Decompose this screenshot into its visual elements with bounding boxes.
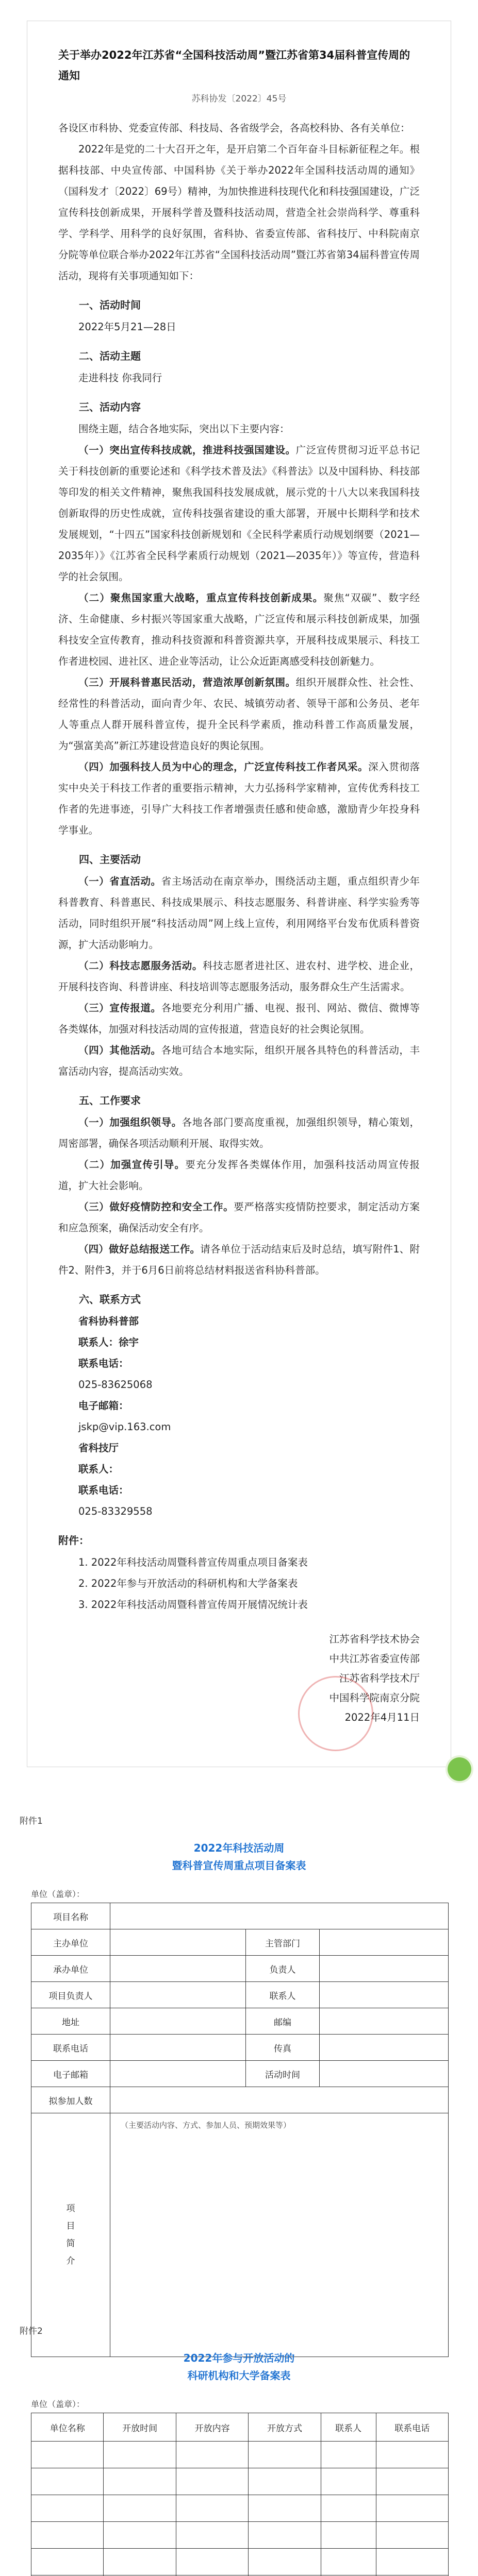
activity-item	[58, 955, 420, 997]
field-label: 活动时间	[246, 2061, 320, 2087]
table-cell[interactable]	[249, 2495, 321, 2522]
table-row	[31, 1929, 449, 1956]
table-cell[interactable]	[376, 2495, 448, 2522]
content-item-body: 组织开展群众性、社会性、经常性的科普活动，面向青少年、农民、城镇劳动者、领导干部和公务员、老年人等重点人群开展科普宣传，提升全民科学素质，推动科普工作高质量发展，为“强富美高”新江苏建设营造良好的舆论氛围。	[58, 676, 420, 752]
section-3-heading: 三、活动内容	[79, 401, 141, 413]
label-char: 介	[66, 2256, 75, 2266]
field-label: 项目负责人	[31, 1982, 110, 2008]
section-5-items	[58, 1112, 420, 1281]
table-cell[interactable]	[176, 2495, 248, 2522]
requirement-item-heading: （一）加强组织领导。	[78, 1116, 182, 1128]
field-value[interactable]	[110, 1956, 246, 1982]
attachment-2-label: 附件2	[20, 2326, 43, 2336]
project-intro-label	[31, 2113, 110, 2357]
field-label: 电子邮箱	[31, 2061, 110, 2087]
field-label: 主办单位	[31, 1929, 110, 1956]
field-label: 拟参加人数	[31, 2087, 110, 2113]
salutation: 各设区市科协、党委宣传部、科技局、各省级学会，各高校科协、各有关单位：	[58, 122, 410, 134]
requirement-item	[58, 1239, 420, 1281]
field-label: 联系人	[246, 1982, 320, 2008]
contact-line: 联系人：	[78, 1463, 119, 1475]
activity-item-heading: （三）宣传报道。	[78, 1002, 161, 1014]
table-cell[interactable]	[176, 2442, 248, 2468]
field-value[interactable]	[320, 2008, 449, 2035]
label-char: 项	[66, 2204, 75, 2214]
attachment-2-section	[0, 2324, 478, 2576]
column-header: 单位名称	[31, 2413, 104, 2442]
field-value[interactable]	[110, 2035, 246, 2061]
field-value[interactable]	[110, 1982, 246, 2008]
field-value[interactable]	[320, 1956, 449, 1982]
table-cell[interactable]	[104, 2468, 176, 2495]
requirement-item	[58, 1154, 420, 1196]
activity-item-heading: （一）省直活动。	[78, 875, 161, 887]
table-cell[interactable]	[249, 2549, 321, 2575]
field-label: 项目名称	[31, 1903, 110, 1929]
attachment-item: 2. 2022年参与开放活动的科研机构和大学备案表	[78, 1578, 298, 1589]
section-3-intro: 围绕主题，结合各地实际，突出以下主要内容：	[78, 423, 290, 435]
table-cell[interactable]	[376, 2549, 448, 2575]
section-1-heading: 一、活动时间	[79, 299, 141, 311]
attachment-1-label: 附件1	[20, 1816, 43, 1826]
content-item-heading: （二）聚焦国家重大战略，重点宣传科技创新成果。	[78, 592, 324, 604]
table-row	[31, 2468, 449, 2495]
table-cell[interactable]	[31, 2522, 104, 2549]
activity-item	[58, 871, 420, 955]
contact-line: 025-83329558	[78, 1505, 153, 1517]
section-1-body: 2022年5月21—28日	[78, 321, 176, 333]
table-row	[31, 2087, 449, 2113]
table-cell[interactable]	[376, 2522, 448, 2549]
activity-item-body: 各地要充分利用广播、电视、报刊、网站、微信、微博等各类媒体，加强对科技活动周的宣传报道，营造良好的社会舆论氛围。	[58, 1002, 420, 1035]
column-header: 开放时间	[104, 2413, 176, 2442]
attachment-item: 3. 2022年科技活动周暨科普宣传周开展情况统计表	[78, 1599, 308, 1611]
project-intro-field[interactable]	[110, 2113, 449, 2357]
requirement-item-body: 要充分发挥各类媒体作用，加强科技活动周宣传报道，扩大社会影响。	[58, 1159, 420, 1192]
table-cell[interactable]	[321, 2495, 376, 2522]
field-value[interactable]	[320, 2035, 449, 2061]
table-cell[interactable]	[321, 2522, 376, 2549]
attachment-list	[58, 1552, 420, 1615]
field-value[interactable]	[110, 1929, 246, 1956]
table-cell[interactable]	[376, 2468, 448, 2495]
field-value[interactable]	[320, 2061, 449, 2087]
content-item	[58, 587, 420, 672]
table-cell[interactable]	[249, 2442, 321, 2468]
activity-item-body: 科技志愿者进社区、进农村、进学校、进企业，开展科技咨询、科普讲座、科技培训等志愿服务活动，服务群众生产生活需求。	[58, 960, 420, 993]
field-label: 邮编	[246, 2008, 320, 2035]
table-row	[31, 2495, 449, 2522]
signer-name: 中国科学院南京分院	[329, 1692, 420, 1704]
table-cell[interactable]	[176, 2549, 248, 2575]
section-2-heading: 二、活动主题	[79, 350, 141, 362]
doc-number: 苏科协发〔2022〕45号	[191, 94, 287, 104]
requirement-item	[58, 1112, 420, 1154]
content-item-heading: （三）开展科普惠民活动，营造浓厚创新氛围。	[78, 676, 296, 688]
signer-name: 江苏省科学技术厅	[339, 1672, 420, 1684]
table-row	[31, 1982, 449, 2008]
field-label: 负责人	[246, 1956, 320, 1982]
field-value[interactable]	[110, 2061, 246, 2087]
table-cell[interactable]	[176, 2468, 248, 2495]
content-item-heading: （一）突出宣传科技成就，推进科技强国建设。	[78, 444, 296, 456]
attachment-1-title-line1: 2022年科技活动周	[193, 1842, 285, 1854]
project-intro-hint: （主要活动内容、方式、参加人员、预期效果等）	[121, 2121, 291, 2130]
column-header: 联系电话	[376, 2413, 448, 2442]
notice-date: 2022年4月11日	[344, 1711, 420, 1723]
section-6-heading: 六、联系方式	[79, 1293, 141, 1306]
column-header: 联系人	[321, 2413, 376, 2442]
notice-title: 关于举办2022年江苏省“全国科技活动周”暨江苏省第34届科普宣传周的通知	[58, 49, 410, 82]
activity-item	[58, 1040, 420, 1082]
table-cell[interactable]	[31, 2442, 104, 2468]
column-header: 开放方式	[249, 2413, 321, 2442]
field-value[interactable]	[110, 2008, 246, 2035]
section-4-items	[58, 871, 420, 1082]
table-cell[interactable]	[321, 2442, 376, 2468]
activity-item-heading: （二）科技志愿服务活动。	[78, 960, 203, 972]
attachment-1-table	[31, 1903, 449, 2357]
requirement-item-heading: （二）加强宣传引导。	[78, 1159, 186, 1171]
table-row	[31, 2008, 449, 2035]
attachments-heading: 附件：	[58, 1534, 89, 1547]
table-cell[interactable]	[31, 2549, 104, 2575]
content-item-body: 深入贯彻落实中央关于科技工作者的重要指示精神，大力弘扬科学家精神，宣传优秀科技工作者的先进事迹，引导广大科技工作者增强责任感和使命感，激励青少年投身科学事业。	[58, 761, 420, 836]
requirement-item-heading: （三）做好疫情防控和安全工作。	[78, 1201, 234, 1213]
section-2-body: 走进科技 你我同行	[78, 372, 162, 384]
activity-item-body: 各地可结合本地实际，组织开展各具特色的科普活动，丰富活动内容，提高活动实效。	[58, 1044, 420, 1077]
attachment-1-section	[0, 1814, 478, 2357]
official-seal	[298, 1676, 373, 1751]
attachment-2-title-line1: 2022年参与开放活动的	[183, 2352, 295, 2364]
content-item-body: 聚焦“双碳”、数字经济、生命健康、乡村振兴等国家重大战略，广泛宣传和展示科技创新成果，加强科技安全宣传教育，推动科技资源和科普资源共享，开展科技成果展示、科技工作者进校园、进社区、进企业等活动，让公众近距离感受科技创新魅力。	[58, 592, 420, 667]
table-cell[interactable]	[31, 2495, 104, 2522]
attachment-1-unit: 单位（盖章）：	[31, 1889, 85, 1899]
field-value[interactable]	[110, 2087, 449, 2113]
attachment-1-title-line2: 暨科普宣传周重点项目备案表	[172, 1859, 306, 1872]
requirement-item	[58, 1196, 420, 1239]
attachment-item: 1. 2022年科技活动周暨科普宣传周重点项目备案表	[78, 1556, 308, 1568]
contact-line: 电子邮箱：	[78, 1400, 129, 1412]
contact-line: jskp@vip.163.com	[78, 1421, 171, 1433]
table-row	[31, 2061, 449, 2087]
attachment-2-table	[31, 2413, 449, 2576]
field-label: 地址	[31, 2008, 110, 2035]
label-char: 简	[66, 2239, 75, 2249]
field-value[interactable]	[320, 1982, 449, 2008]
table-cell[interactable]	[104, 2442, 176, 2468]
table-cell[interactable]	[104, 2549, 176, 2575]
table-row	[31, 2442, 449, 2468]
field-label: 传真	[246, 2035, 320, 2061]
table-row	[31, 2035, 449, 2061]
table-cell[interactable]	[31, 2468, 104, 2495]
field-label: 联系电话	[31, 2035, 110, 2061]
table-cell[interactable]	[104, 2522, 176, 2549]
section-4-heading: 四、主要活动	[79, 853, 141, 866]
table-cell[interactable]	[176, 2522, 248, 2549]
contact-line: 省科协科普部	[78, 1315, 139, 1327]
requirement-item-heading: （四）做好总结报送工作。	[78, 1243, 201, 1255]
table-cell[interactable]	[104, 2495, 176, 2522]
attachment-2-unit: 单位（盖章）：	[31, 2399, 85, 2409]
table-cell[interactable]	[321, 2468, 376, 2495]
field-value[interactable]	[110, 1903, 449, 1929]
back-to-top-icon[interactable]	[448, 1757, 471, 1781]
intro-paragraph: 2022年是党的二十大召开之年，是开启第二个百年奋斗目标新征程之年。根据科技部、中央宣传部、中国科协《关于举办2022年全国科技活动周的通知》（国科发才〔2022〕69号）精神，为加快推进科技现代化和科技强国建设，广泛宣传科技创新成果，开展科学普及暨科技活动周，营造全社会崇尚科学、尊重科学、学科学、用科学的良好氛围，省科协、省委宣传部、省科技厅、中科院南京分院等单位联合举办2022年江苏省“全国科技活动周”暨江苏省第34届科普宣传周活动，现将有关事项通知如下：	[58, 143, 420, 282]
table-cell[interactable]	[249, 2522, 321, 2549]
content-item-heading: （四）加强科技人员为中心的理念，广泛宣传科技工作者风采。	[78, 761, 369, 773]
table-cell[interactable]	[321, 2549, 376, 2575]
table-row	[31, 2113, 449, 2357]
content-item-body: 广泛宣传贯彻习近平总书记关于科技创新的重要论述和《科学技术普及法》《科普法》以及中国科协、科技部等印发的相关文件精神，聚焦我国科技发展成就，展示党的十八大以来我国科技创新取得的历史性成就，宣传科技强省建设的重大部署，开展中长期科学和技术发展规划，“十四五”国家科技创新规划和《全民科学素质行动规划纲要（2021—2035年）》《江苏省全民科学素质行动规划（2021—2035年）》等宣传，营造科学的社会氛围。	[58, 444, 420, 583]
content-item	[58, 756, 420, 841]
activity-item-body: 省主场活动在南京举办，围绕活动主题，重点组织青少年科普教育、科普惠民、科技成果展示、科技志愿服务、科普讲座、科学实验秀等活动，同时组织开展“科技活动周”网上线上宣传，利用网络平台发布优质科普资源，扩大活动影响力。	[58, 875, 420, 951]
table-row	[31, 2522, 449, 2549]
field-label: 承办单位	[31, 1956, 110, 1982]
signer-name: 江苏省科学技术协会	[329, 1633, 420, 1645]
attachment-2-title-line2: 科研机构和大学备案表	[187, 2369, 291, 2382]
contact-line: 025-83625068	[78, 1379, 153, 1391]
table-row	[31, 1956, 449, 1982]
requirement-item-body: 各地各部门要高度重视，加强组织领导，精心策划，周密部署，确保各项活动顺利开展、取得实效。	[58, 1116, 420, 1149]
activity-item	[58, 997, 420, 1040]
contact-line: 联系人：徐宇	[78, 1336, 139, 1348]
label-char: 目	[66, 2221, 75, 2231]
table-cell[interactable]	[376, 2442, 448, 2468]
contact-line: 联系电话：	[78, 1358, 129, 1369]
contact-line: 省科技厅	[78, 1442, 119, 1454]
contact-line: 联系电话：	[78, 1484, 129, 1496]
signer-name: 中共江苏省委宣传部	[329, 1653, 420, 1665]
requirement-item-body: 请各单位于活动结束后及时总结，填写附件1、附件2、附件3，并于6月6日前将总结材料报送省科协科普部。	[58, 1243, 420, 1276]
contact-block	[58, 1311, 420, 1522]
requirement-item-body: 要严格落实疫情防控要求，制定活动方案和应急预案，确保活动安全有序。	[58, 1201, 420, 1234]
notice-panel	[27, 21, 451, 1767]
table-cell[interactable]	[249, 2468, 321, 2495]
table-row	[31, 2549, 449, 2575]
field-value[interactable]	[320, 1929, 449, 1956]
activity-item-heading: （四）其他活动。	[78, 1044, 161, 1056]
table-row	[31, 1903, 449, 1929]
content-item	[58, 672, 420, 756]
field-label: 主管部门	[246, 1929, 320, 1956]
section-5-heading: 五、工作要求	[79, 1094, 141, 1107]
section-3-items	[58, 439, 420, 841]
column-header: 开放内容	[176, 2413, 248, 2442]
content-item	[58, 439, 420, 587]
